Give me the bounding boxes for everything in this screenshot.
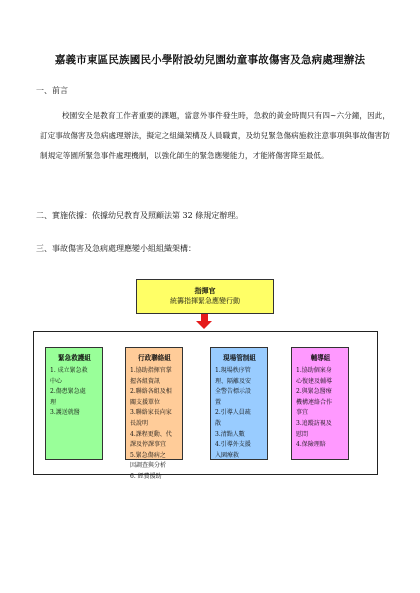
group-duty-item: 6. 經費援助 [130,472,162,480]
group-duty-item: 全警告標示設 [215,388,252,396]
group-duty-item: 4.保險理賠 [296,441,326,449]
group-duty-item: 2.與緊急醫療 [296,388,332,396]
group-duty-list [50,366,99,419]
group-duty-list [296,366,345,451]
group-duty-item: 關支援單位 [130,398,161,406]
group-duty-item: 3.聯絡家長向家 [130,409,172,417]
group-duty-item: 理、隔離及安 [215,377,252,385]
group-duty-item: 機構連絡合作 [296,398,333,406]
group-duty-item: 1.協助指揮官掌 [130,367,172,374]
group-duty-item: 事宜 [296,409,309,417]
group-duty-item: 2.傷患緊急處 [50,388,86,396]
group-duty-list [215,366,264,461]
document-title: 嘉義市東區民族國民小學附設幼兒園幼童事故傷害及急病處理辦法 [54,54,366,66]
group-duty-item: 長說明 [130,419,149,427]
group-duty-item: 1.協助個案身 [296,367,332,374]
section-heading-preface: 一、前言 [36,86,68,95]
group-duty-item: 理 [50,398,57,406]
down-arrow-shaft [201,314,208,321]
group-duty-item: 2.引導人員疏 [215,409,251,417]
group-title: 輔導組 [310,354,331,362]
commander-duty: 統籌指揮緊急應變行動 [170,297,240,305]
group-duty-item: 握各組資訊 [130,377,161,385]
group-duty-item: 1.現場秩序管 [215,367,251,374]
group-duty-item: 中心 [50,377,63,385]
group-duty-item: 3.護送就醫 [50,409,80,417]
group-duty-item: 1. 成立緊急救 [50,367,88,374]
group-duty-item: 心復建及輔導 [296,377,333,385]
group-duty-item: 課及停課事宜 [130,441,167,449]
group-duty-item: 4.引導外支援 [215,441,251,449]
group-title: 緊急救護組 [58,354,91,362]
group-duty-item: 散 [215,419,222,427]
group-duty-item: 3.清點人數 [215,430,245,438]
preface-paragraph: 校園安全是教育工作者重要的課題，當意外事件發生時，急救的黃金時間只有四~六分鐘，因此，訂定事故傷害及急病處理辦法，擬定之組織架構及人員職責，及幼兒緊急傷病施救注意事項與事故傷害防制規定等園所緊急事件處理機制，以強化師生的緊急應變能力，才能將傷害降至最低。 [40,111,390,160]
group-duty-item: 慰問 [296,430,309,438]
section-heading-basis: 二、實施依據：依據幼兒教育及照顧法第 32 條規定辦理。 [36,211,244,220]
group-duty-item: 2.聯絡各組及相 [130,388,172,396]
group-duty-item: 5.緊急傷病之 [130,451,166,459]
group-title: 行政聯絡組 [138,354,171,362]
group-emergency-rescue [45,347,103,460]
group-duty-item: 入園療救 [215,451,240,459]
group-title: 現場管制組 [223,354,256,362]
section-heading-org-chart: 三、事故傷害及急病處理應變小組組織架構： [36,244,196,253]
down-arrow-icon [196,321,212,329]
group-duty-item: 3.追蹤訪視及 [296,419,332,427]
commander-title: 指揮官 [194,286,216,295]
group-site-control [210,347,268,460]
commander-box [136,279,274,314]
group-duty-list [130,366,179,483]
group-duty-item: 因調查與分析 [130,462,167,470]
group-admin-liaison [125,347,183,480]
group-duty-item: 置 [215,398,222,406]
group-duty-item: 4.課程更動、代 [130,430,172,438]
group-counseling [291,347,349,460]
